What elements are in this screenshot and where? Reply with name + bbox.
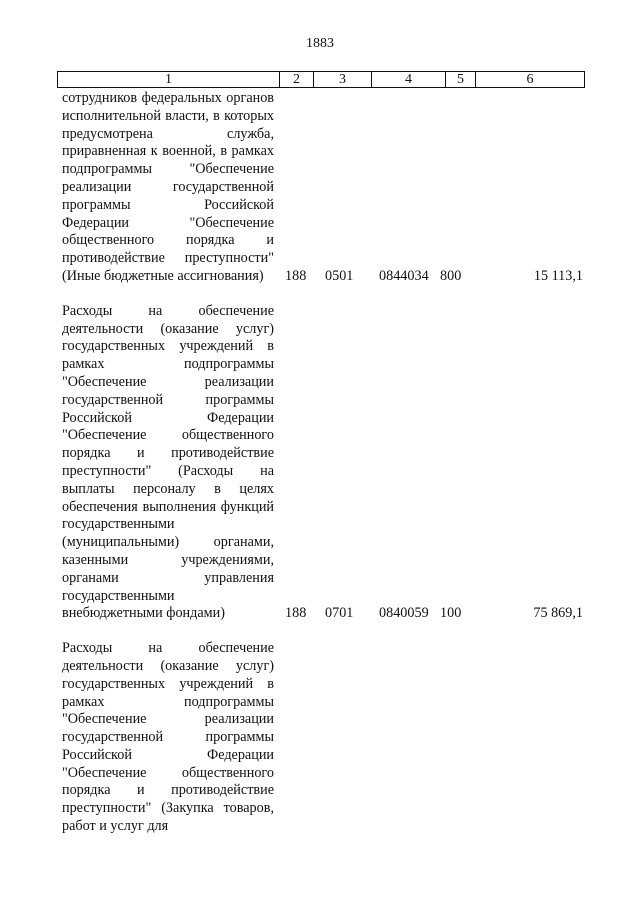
column-header-5: 5 [446, 72, 476, 87]
row-code-section: 0501 [325, 267, 354, 284]
row-amount: 75 869,1 [533, 605, 583, 622]
column-header-4: 4 [372, 72, 446, 87]
table-row [0, 640, 640, 836]
row-code-ministry: 188 [285, 267, 307, 284]
column-header-row [57, 71, 585, 88]
row-code-ministry: 188 [285, 605, 307, 622]
column-header-6: 6 [526, 72, 534, 87]
table-row [0, 303, 640, 623]
row-code-section: 0701 [325, 605, 354, 622]
table-row [0, 90, 640, 286]
row-description: Расходы на обеспечение деятельности (оказание услуг) государственных учреждений в рамках подпрограммы "Обеспечение реализации государственной программы Российской Федерации "Обеспечение общественного порядка и противодействие преступности" (Закупка товаров, работ и услуг для [62, 640, 274, 835]
row-code-target: 0840059 [379, 605, 429, 622]
table-body [0, 90, 640, 853]
row-description: Расходы на обеспечение деятельности (оказание услуг) государственных учреждений в рамках подпрограммы "Обеспечение реализации государственной программы Российской Федерации "Обеспечение общественного порядка и противодействие преступности" (Расходы на выплаты персоналу в целях обеспечения выполнения функций государственными (муниципальными) органами, казенными учреждениями, органами управления государственными внебюджетными фондами) [62, 302, 274, 622]
row-code-target: 0844034 [379, 267, 429, 284]
column-header-2: 2 [280, 72, 314, 87]
row-amount: 15 113,1 [533, 267, 583, 284]
row-description: сотрудников федеральных органов исполнительной власти, в которых предусмотрена служба, приравненная к военной, в рамках подпрограммы "Обеспечение реализации государственной программы Российской Федерации "Обеспечение общественного порядка и противодействие преступности" (Иные бюджетные ассигнования) [62, 90, 274, 284]
row-code-expense-type: 100 [440, 605, 462, 622]
page-number: 1883 [306, 36, 334, 51]
column-header-1: 1 [58, 72, 280, 87]
row-code-expense-type: 800 [440, 267, 462, 284]
column-header-3: 3 [314, 72, 372, 87]
